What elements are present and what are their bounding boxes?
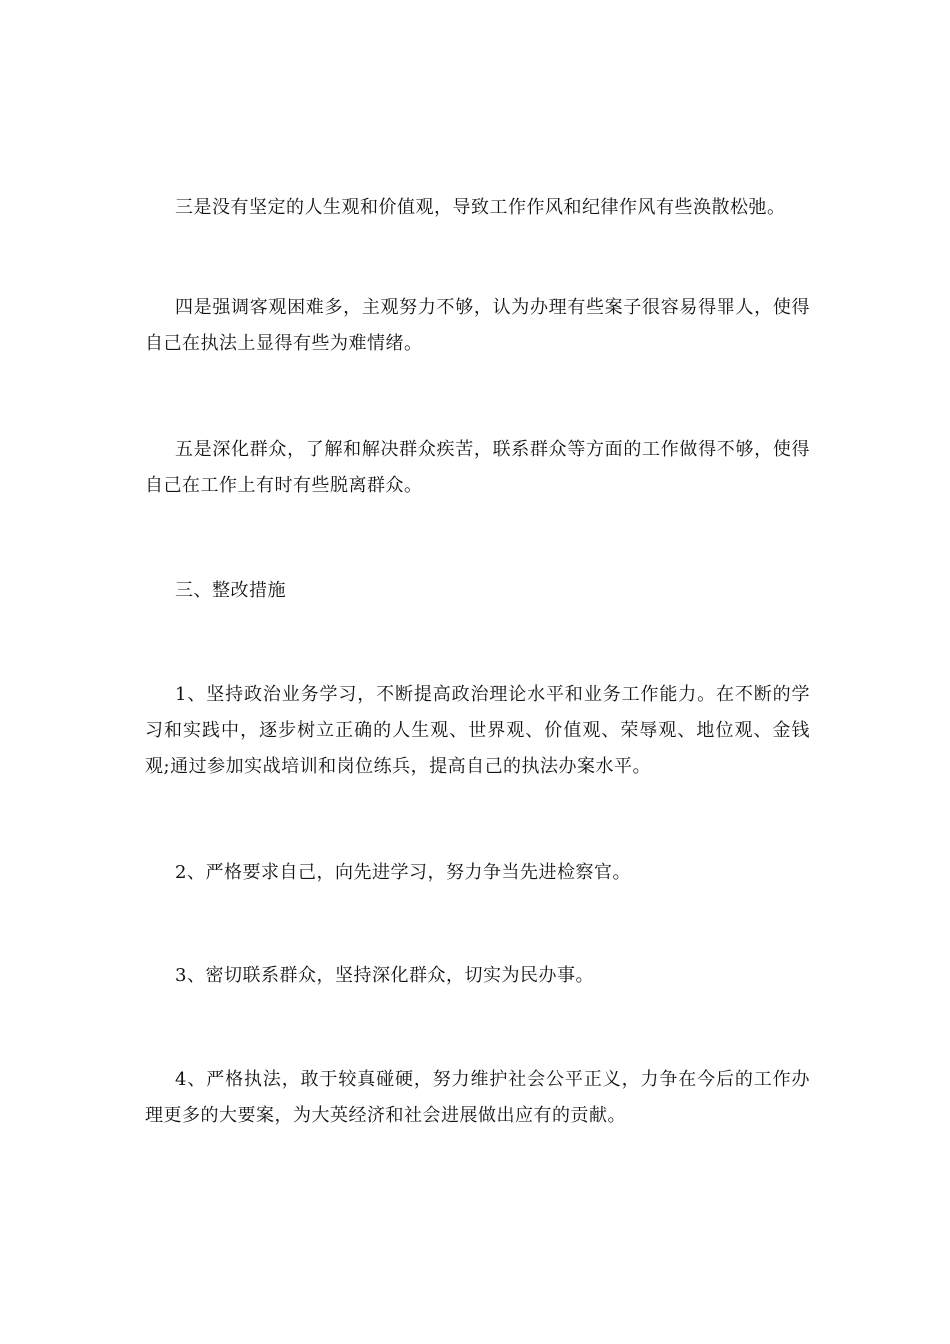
paragraph-reason-five: 五是深化群众，了解和解决群众疾苦，联系群众等方面的工作做得不够，使得自己在工作上有时有些脱离群众。 <box>145 439 810 496</box>
paragraph-measure-two: 2、严格要求自己，向先进学习，努力争当先进检察官。 <box>175 862 631 883</box>
section-heading-rectification: 三、整改措施 <box>175 580 286 601</box>
paragraph-measure-one: 1、坚持政治业务学习，不断提高政治理论水平和业务工作能力。在不断的学习和实践中，逐步树立正确的人生观、世界观、价值观、荣辱观、地位观、金钱观;通过参加实战培训和岗位练兵，提高自己的执法办案水平。 <box>145 684 810 777</box>
paragraph-reason-three: 三是没有坚定的人生观和价值观，导致工作作风和纪律作风有些涣散松弛。 <box>175 197 786 218</box>
paragraph-reason-four: 四是强调客观困难多，主观努力不够，认为办理有些案子很容易得罪人，使得自己在执法上显得有些为难情绪。 <box>145 297 810 354</box>
paragraph-measure-three: 3、密切联系群众，坚持深化群众，切实为民办事。 <box>175 965 594 986</box>
paragraph-measure-four: 4、严格执法，敢于较真碰硬，努力维护社会公平正义，力争在今后的工作办理更多的大要案，为大英经济和社会进展做出应有的贡献。 <box>145 1069 810 1126</box>
